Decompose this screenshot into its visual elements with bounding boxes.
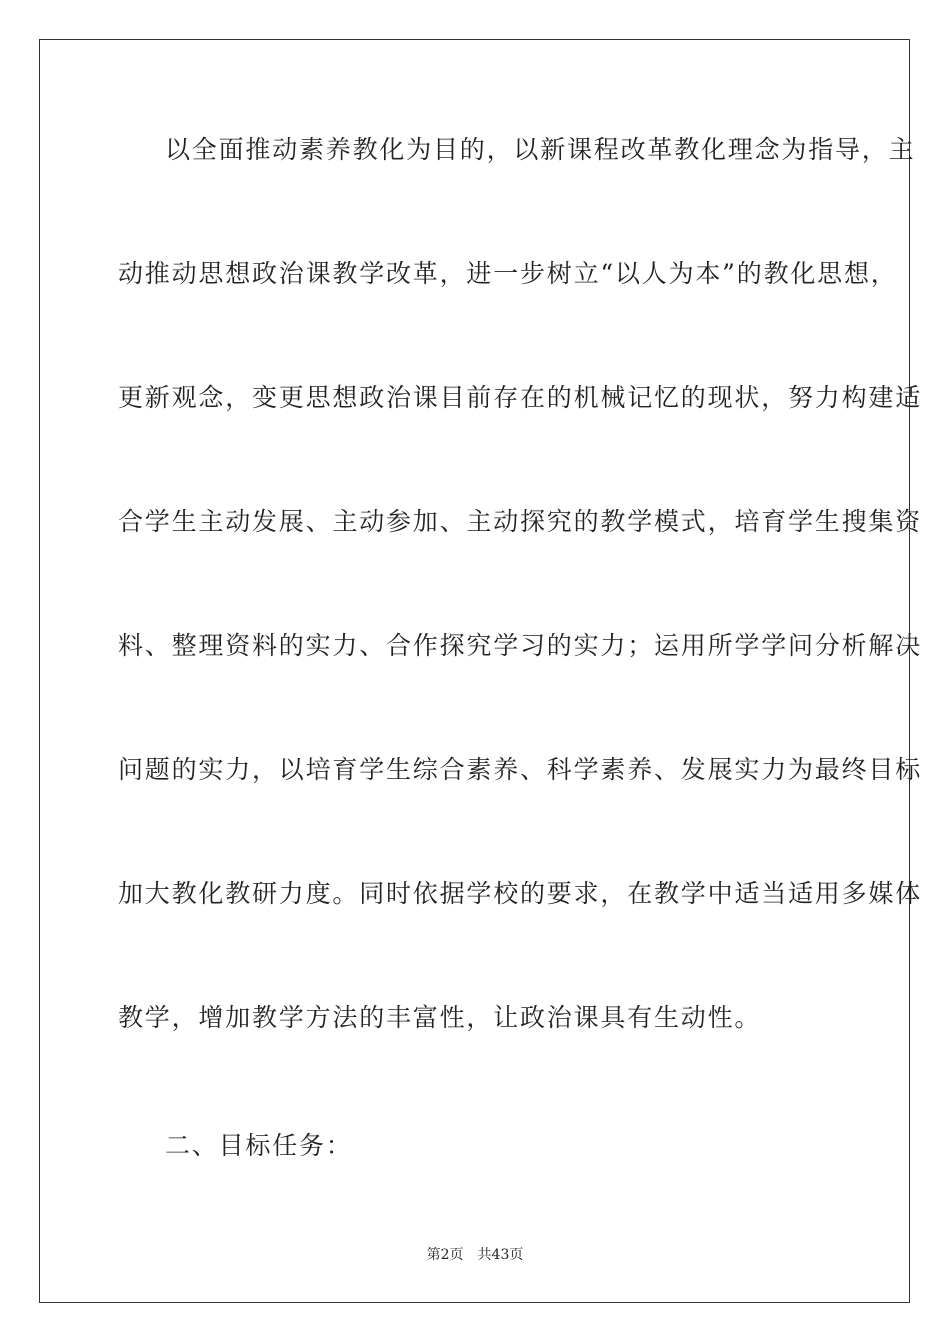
page-border xyxy=(39,39,923,1303)
section-heading: 二、目标任务： xyxy=(165,1131,353,1160)
paragraph-line-7: 加大教化教研力度。同时依据学校的要求，在教学中适当适用多媒体 xyxy=(118,879,923,908)
page-total: 共43页 xyxy=(477,1247,524,1263)
paragraph-line-2: 动推动思想政治课教学改革，进一步树立“以人为本”的教化思想， xyxy=(118,259,898,288)
page-number: 第2页 xyxy=(426,1247,464,1263)
page-footer xyxy=(0,1246,950,1264)
paragraph-line-3: 更新观念，变更思想政治课目前存在的机械记忆的现状，努力构建适 xyxy=(118,383,923,412)
paragraph-line-6: 问题的实力，以培育学生综合素养、科学素养、发展实力为最终目标 xyxy=(118,755,923,784)
paragraph-line-1: 以全面推动素养教化为目的，以新课程改革教化理念为指导，主 xyxy=(165,135,916,164)
paragraph-line-4: 合学生主动发展、主动参加、主动探究的教学模式，培育学生搜集资 xyxy=(118,507,923,536)
paragraph-line-5: 料、整理资料的实力、合作探究学习的实力；运用所学学问分析解决 xyxy=(118,631,923,660)
paragraph-line-8: 教学，增加教学方法的丰富性，让政治课具有生动性。 xyxy=(118,1003,762,1032)
